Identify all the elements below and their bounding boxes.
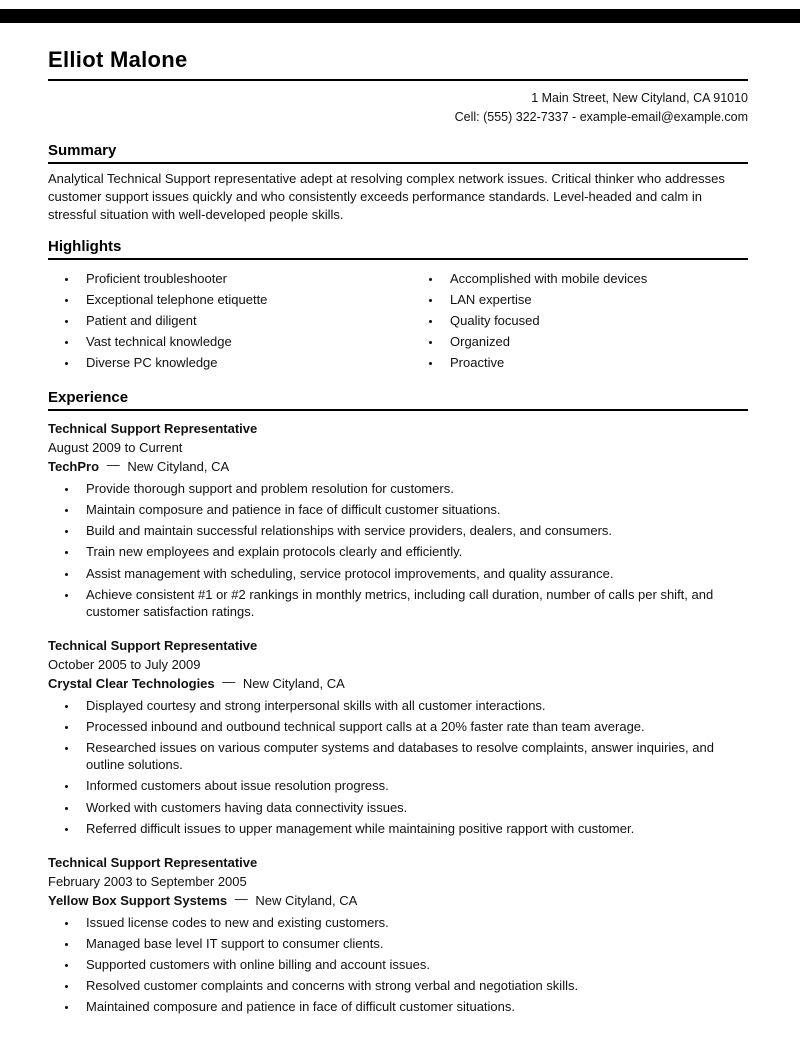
job-company-line — [48, 890, 748, 910]
job-entry — [48, 421, 748, 620]
job-dates: February 2003 to September 2005 — [48, 873, 247, 889]
contact-phone-email: Cell: (555) 322-7337 - example-email@example.com — [454, 110, 748, 125]
top-accent-bar — [0, 9, 800, 23]
summary-heading: Summary — [48, 142, 748, 164]
company-name: Yellow Box Support Systems — [48, 892, 228, 908]
job-bullet: • Researched issues on various computer systems and databases to resolve complaints, answer inquiries, and outline solutions. — [78, 739, 748, 773]
job-entry — [48, 638, 748, 837]
job-bullet: • Maintain composure and patience in face of difficult customer situations. — [78, 501, 748, 518]
job-bullet: • Provide thorough support and problem resolution for customers. — [78, 480, 748, 497]
job-bullet: • Worked with customers having data connectivity issues. — [78, 799, 748, 816]
job-bullet: • Resolved customer complaints and concerns with strong verbal and negotiation skills. — [78, 977, 748, 994]
highlight-item: • Exceptional telephone etiquette — [78, 291, 412, 308]
highlight-item: • Accomplished with mobile devices — [442, 270, 748, 287]
company-name: TechPro — [48, 459, 100, 475]
job-bullet: • Train new employees and explain protocols clearly and efficiently. — [78, 543, 748, 560]
job-entry — [48, 855, 748, 1015]
highlight-item: • Vast technical knowledge — [78, 333, 412, 350]
job-bullet-list — [48, 480, 748, 620]
experience-heading: Experience — [48, 389, 748, 411]
company-location: New Cityland, CA — [127, 459, 230, 475]
highlights-left-column — [48, 264, 412, 376]
highlights-left-list — [48, 270, 412, 372]
job-bullet: • Referred difficult issues to upper management while maintaining positive rapport with customer. — [78, 820, 748, 837]
highlight-item: • Diverse PC knowledge — [78, 354, 412, 371]
highlights-heading: Highlights — [48, 238, 748, 260]
summary-text: Analytical Technical Support representative adept at resolving complex network issues. Critical thinker who addresses customer support issues quickly and who consistently exceeds performance standards. Level-headed and calm in stressful situation with well-developed people skills. — [48, 170, 725, 222]
contact-address: 1 Main Street, New Cityland, CA 91010 — [531, 91, 748, 105]
job-bullet: • Displayed courtesy and strong interpersonal skills with all customer interactions. — [78, 697, 748, 714]
company-location: New Cityland, CA — [255, 892, 358, 908]
highlight-item: • Proactive — [442, 354, 748, 371]
highlight-item: • Patient and diligent — [78, 312, 412, 329]
name-divider — [48, 79, 748, 81]
job-bullet: • Issued license codes to new and existing customers. — [78, 914, 748, 931]
company-location-separator: — — [106, 457, 120, 473]
highlight-item: • Organized — [442, 333, 748, 350]
job-dates: October 2005 to July 2009 — [48, 657, 201, 672]
job-bullet: • Assist management with scheduling, service protocol improvements, and quality assurance. — [78, 565, 748, 582]
job-bullet: • Achieve consistent #1 or #2 rankings in monthly metrics, including call duration, number of calls per shift, and customer satisfaction ratings. — [78, 586, 748, 620]
job-dates: August 2009 to Current — [48, 440, 183, 456]
job-bullet: • Managed base level IT support to consumer clients. — [78, 935, 748, 952]
job-bullet: • Maintained composure and patience in face of difficult customer situations. — [78, 998, 748, 1015]
highlight-item: • LAN expertise — [442, 291, 748, 308]
company-location-separator: — — [234, 890, 248, 906]
job-company-line — [48, 673, 748, 693]
resume-name: Elliot Malone — [48, 47, 188, 72]
highlight-item: • Proficient troubleshooter — [78, 270, 412, 287]
company-location: New Cityland, CA — [242, 675, 345, 691]
highlights-right-column — [412, 264, 748, 376]
job-bullet-list — [48, 697, 748, 837]
job-bullet: • Processed inbound and outbound technical support calls at a 20% faster rate than team average. — [78, 718, 748, 735]
highlight-item: • Quality focused — [442, 312, 748, 329]
highlights-right-list — [412, 270, 748, 372]
resume-content — [0, 47, 800, 1059]
job-title: Technical Support Representative — [48, 854, 258, 870]
job-title: Technical Support Representative — [48, 421, 258, 437]
job-bullet: • Supported customers with online billing and account issues. — [78, 956, 748, 973]
job-title: Technical Support Representative — [48, 638, 258, 654]
job-bullet-list — [48, 914, 748, 1016]
job-bullet: • Informed customers about issue resolution progress. — [78, 777, 748, 794]
highlights-columns — [48, 264, 748, 376]
job-bullet: • Build and maintain successful relationships with service providers, dealers, and consumers. — [78, 522, 748, 539]
contact-info — [48, 89, 748, 128]
job-company-line — [48, 459, 748, 476]
company-name: Crystal Clear Technologies — [48, 675, 215, 691]
company-location-separator: — — [222, 673, 236, 689]
